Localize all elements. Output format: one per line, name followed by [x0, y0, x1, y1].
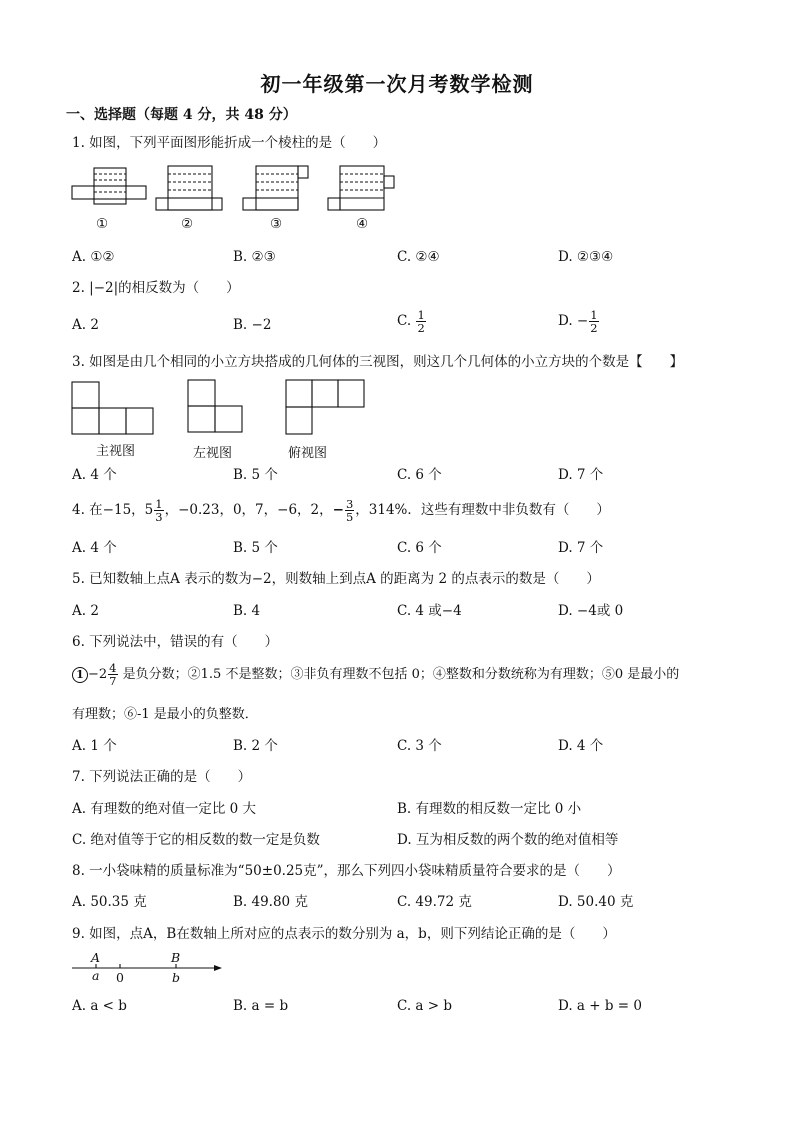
side-view-label: 左视图 — [193, 446, 233, 461]
net-figure-3 — [243, 166, 308, 210]
q6-fraction — [108, 662, 117, 687]
q3-three-views — [72, 380, 372, 436]
question-8-stem: 8. 一小袋味精的质量标准为“50±0.25克”，那么下列四小袋味精质量符合要求的是（ ） — [72, 863, 621, 879]
origin-label: 0 — [116, 970, 124, 985]
question-6-stem: 6. 下列说法中，错误的有（ ） — [72, 634, 279, 650]
q9-option-d: D. a + b = 0 — [558, 998, 642, 1014]
question-5-stem: 5. 已知数轴上点A 表示的数为−2，则数轴上到点A 的距离为 2 的点表示的数是（ ） — [72, 571, 600, 587]
q6-option-b: B. 2 个 — [233, 738, 278, 754]
q4-stem-end: ，314%．这些有理数中非负数有（ ） — [355, 502, 610, 518]
q7-option-b: B. 有理数的相反数一定比 0 小 — [397, 801, 582, 817]
fraction-numerator: 4 — [109, 661, 117, 675]
q8-option-b: B. 49.80 克 — [233, 894, 308, 910]
fraction-denominator: 2 — [590, 321, 598, 335]
q6-statements-line-1 — [72, 662, 679, 687]
q6-statements-line-2: 有理数；⑥-1 是最小的负整数． — [72, 707, 258, 722]
q3-option-c: C. 6 个 — [397, 467, 442, 483]
circled-number-1: 1 — [72, 667, 88, 683]
q2-option-c-label: C. — [397, 313, 416, 329]
q6-mixed-number-whole: −2 — [88, 667, 108, 682]
question-2-stem — [72, 279, 240, 297]
q3-option-b: B. 5 个 — [233, 467, 278, 483]
fraction-denominator: 7 — [109, 674, 117, 688]
q7-option-d: D. 互为相反数的两个数的绝对值相等 — [397, 832, 619, 848]
q4-option-c: C. 6 个 — [397, 540, 442, 556]
q1-option-c: C. ②④ — [397, 249, 440, 265]
q2-option-d-label: D. − — [558, 313, 589, 329]
q6-statements-text: 是负分数；②1.5 不是整数；③非负有理数不包括 0；④整数和分数统称为有理数；⑤0 是最小的 — [118, 667, 680, 682]
fraction-numerator: 3 — [345, 497, 354, 511]
q2-option-d-fraction — [589, 309, 598, 334]
question-7-stem: 7. 下列说法正确的是（ ） — [72, 769, 252, 785]
point-b-label: B — [171, 950, 181, 965]
question-1-stem: 1. 如图，下列平面图形能折成一个棱柱的是（ ） — [72, 135, 387, 151]
q2-option-d — [558, 309, 600, 334]
front-view — [72, 382, 153, 434]
question-3-stem: 3. 如图是由几个相同的小立方块搭成的几何体的三视图，则这几个几何体的小立方块的个数是【 】 — [72, 354, 684, 370]
q9-option-a: A. a < b — [72, 998, 127, 1014]
q8-option-d: D. 50.40 克 — [558, 894, 634, 910]
front-view-label: 主视图 — [96, 444, 136, 459]
q5-option-b: B. 4 — [233, 603, 261, 619]
point-a-label: A — [91, 950, 101, 965]
q4-option-d: D. 7 个 — [558, 540, 604, 556]
q4-stem-middle: ，−0.23，0，7，−6，2， — [164, 502, 333, 518]
q4-fraction — [345, 498, 354, 523]
q2-option-a: A. 2 — [72, 317, 99, 333]
point-a-value-label: a — [92, 968, 100, 983]
fraction-denominator: 5 — [345, 510, 354, 524]
fraction-denominator: 2 — [417, 321, 425, 335]
fraction-numerator: 1 — [590, 308, 598, 322]
q5-option-d: D. −4或 0 — [558, 603, 624, 619]
point-b-value-label: b — [172, 970, 181, 985]
q5-option-a: A. 2 — [72, 603, 99, 619]
fraction-denominator: 3 — [155, 510, 163, 524]
q6-option-a: A. 1 个 — [72, 738, 117, 754]
q1-option-d: D. ②③④ — [558, 249, 614, 265]
net-figure-2 — [156, 166, 222, 210]
fraction-numerator: 1 — [417, 308, 425, 322]
figure-label-1: ① — [96, 216, 109, 232]
q2-option-b: B. −2 — [233, 317, 272, 333]
q4-mixed-fraction — [154, 498, 163, 523]
q2-option-c-fraction — [416, 309, 425, 334]
page-title: 初一年级第一次月考数学检测 — [260, 72, 534, 96]
top-view-label: 俯视图 — [288, 446, 328, 461]
q6-option-d: D. 4 个 — [558, 738, 604, 754]
figure-label-2: ② — [181, 216, 194, 232]
q1-option-a: A. ①② — [72, 249, 115, 265]
section-heading: 一、选择题（每题 4 分，共 48 分） — [66, 107, 297, 123]
q4-stem-start: 4. 在−15，5 — [72, 502, 154, 518]
q6-option-c: C. 3 个 — [397, 738, 442, 754]
q1-net-figures — [70, 162, 400, 214]
q4-negative-sign: − — [332, 502, 344, 518]
q7-option-c: C. 绝对值等于它的相反数的数一定是负数 — [72, 832, 320, 848]
q3-option-a: A. 4 个 — [72, 467, 117, 483]
fraction-numerator: 1 — [155, 497, 163, 511]
q3-option-d: D. 7 个 — [558, 467, 604, 483]
q9-option-b: B. a = b — [233, 998, 289, 1014]
q9-option-c: C. a > b — [397, 998, 453, 1014]
question-9-stem: 9. 如图，点A，B在数轴上所对应的点表示的数分别为 a，b，则下列结论正确的是（ ） — [72, 926, 616, 942]
figure-label-4: ④ — [356, 216, 369, 232]
q8-option-a: A. 50.35 克 — [72, 894, 147, 910]
q2-absolute-value: |−2| — [89, 280, 119, 296]
q8-option-c: C. 49.72 克 — [397, 894, 472, 910]
q2-number: 2. — [72, 280, 90, 296]
question-4-stem — [72, 498, 610, 523]
side-view — [188, 380, 242, 432]
q4-option-a: A. 4 个 — [72, 540, 117, 556]
q5-option-c: C. 4 或−4 — [397, 603, 462, 619]
figure-label-3: ③ — [270, 216, 283, 232]
q2-option-c — [397, 309, 427, 334]
q4-option-b: B. 5 个 — [233, 540, 278, 556]
q7-option-a: A. 有理数的绝对值一定比 0 大 — [72, 801, 257, 817]
q1-option-b: B. ②③ — [233, 249, 276, 265]
top-view — [286, 380, 364, 434]
net-figure-1 — [72, 168, 146, 204]
net-figure-4 — [328, 166, 394, 210]
q2-stem-text: 的相反数为（ ） — [118, 280, 240, 296]
